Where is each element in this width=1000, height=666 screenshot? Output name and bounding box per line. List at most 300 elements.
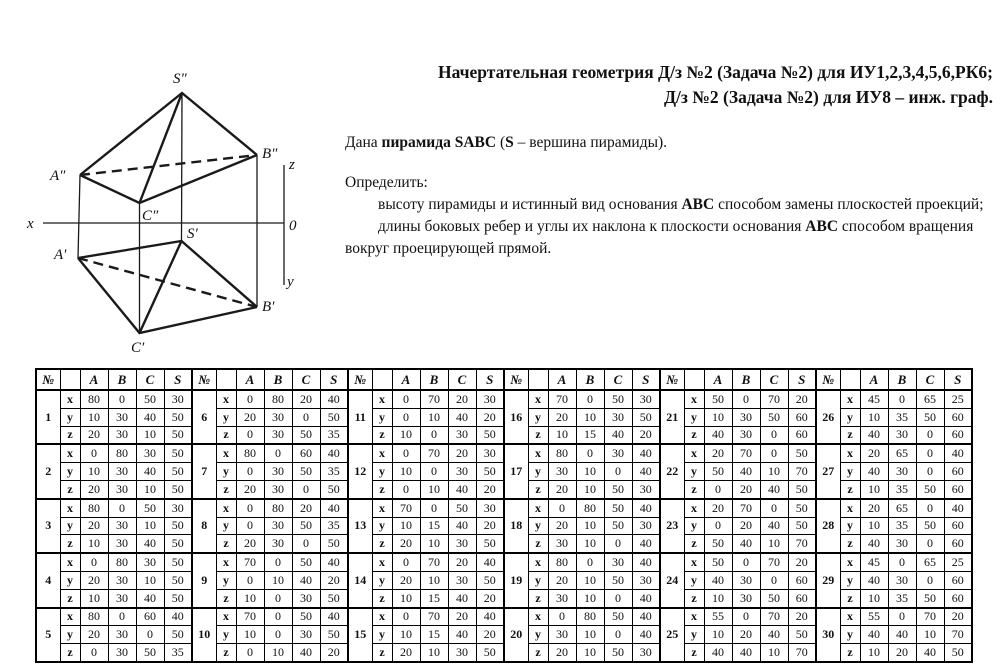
coord-value: 20 <box>732 626 760 644</box>
coord-label: y <box>840 571 860 589</box>
coord-value: 80 <box>108 553 136 571</box>
title-line-1: Начертательная геометрия Д/з №2 (Задача №2) для ИУ1,2,3,4,5,6,РК6; <box>437 62 993 82</box>
coord-label: y <box>216 463 236 481</box>
coord-value: 40 <box>136 589 164 607</box>
coord-value: 0 <box>916 426 944 444</box>
coord-value: 50 <box>604 571 632 589</box>
coord-value: 30 <box>888 571 916 589</box>
coord-label: x <box>840 499 860 517</box>
coord-value: 70 <box>788 535 816 553</box>
text-column <box>345 60 993 260</box>
coord-value: 10 <box>136 571 164 589</box>
coord-value: 40 <box>704 426 732 444</box>
coord-label: y <box>372 517 392 535</box>
problem-number: 20 <box>504 608 528 662</box>
coord-value: 80 <box>576 608 604 626</box>
variants-table <box>35 368 973 663</box>
coord-value: 40 <box>632 463 660 481</box>
coord-label: y <box>372 463 392 481</box>
tasks-block <box>345 172 993 260</box>
variant-group-table <box>659 368 817 663</box>
coord-value: 30 <box>164 499 192 517</box>
coord-value: 50 <box>604 608 632 626</box>
coord-value: 30 <box>108 408 136 426</box>
coord-value: 50 <box>760 589 788 607</box>
coord-value: 20 <box>292 390 320 408</box>
coord-label: z <box>840 480 860 498</box>
coord-value: 70 <box>732 499 760 517</box>
coord-label: y <box>528 571 548 589</box>
coord-value: 0 <box>916 571 944 589</box>
coord-value: 0 <box>236 644 264 662</box>
coord-value: 60 <box>944 426 972 444</box>
coord-label: y <box>372 626 392 644</box>
coord-label: y <box>60 408 80 426</box>
problem-number: 17 <box>504 444 528 498</box>
coord-value: 80 <box>548 553 576 571</box>
coord-value: 40 <box>632 626 660 644</box>
intro-bold-s: S <box>505 134 514 151</box>
coord-label: x <box>216 390 236 408</box>
coord-value: 10 <box>80 408 108 426</box>
coord-label: z <box>216 644 236 662</box>
coord-value: 35 <box>888 589 916 607</box>
coord-label: z <box>528 426 548 444</box>
coord-label: x <box>372 499 392 517</box>
coord-value: 50 <box>788 626 816 644</box>
coord-value: 10 <box>576 480 604 498</box>
coord-label: x <box>528 608 548 626</box>
coord-value: 30 <box>448 463 476 481</box>
coord-value: 50 <box>320 480 348 498</box>
coord-value: 10 <box>760 535 788 553</box>
coord-value: 50 <box>292 517 320 535</box>
coord-value: 40 <box>860 463 888 481</box>
coord-value: 20 <box>704 499 732 517</box>
coord-value: 0 <box>392 480 420 498</box>
coord-value: 0 <box>236 426 264 444</box>
col-header: A <box>548 369 576 390</box>
label-c-top: C′ <box>131 340 145 356</box>
coord-value: 20 <box>80 626 108 644</box>
coord-value: 20 <box>732 517 760 535</box>
coord-value: 40 <box>704 571 732 589</box>
coord-label: y <box>840 626 860 644</box>
coord-label: x <box>60 553 80 571</box>
coord-value: 0 <box>604 535 632 553</box>
coord-value: 10 <box>860 408 888 426</box>
coord-value: 40 <box>632 535 660 553</box>
coord-value: 40 <box>860 626 888 644</box>
coord-value: 10 <box>236 589 264 607</box>
coord-label: z <box>60 644 80 662</box>
coord-value: 20 <box>944 608 972 626</box>
coord-value: 65 <box>916 390 944 408</box>
coord-label: z <box>684 644 704 662</box>
coord-value: 40 <box>632 499 660 517</box>
coord-value: 80 <box>548 444 576 462</box>
coord-value: 50 <box>760 408 788 426</box>
label-x-axis: x <box>27 216 34 232</box>
coord-value: 50 <box>164 480 192 498</box>
col-header <box>528 369 548 390</box>
coord-label: x <box>60 499 80 517</box>
coord-label: z <box>528 644 548 662</box>
coord-value: 30 <box>476 444 504 462</box>
coord-value: 30 <box>548 463 576 481</box>
coord-value: 20 <box>320 644 348 662</box>
coord-value: 30 <box>448 535 476 553</box>
coord-value: 0 <box>548 608 576 626</box>
coord-value: 0 <box>916 444 944 462</box>
coord-label: x <box>60 444 80 462</box>
coord-value: 0 <box>888 390 916 408</box>
coord-value: 0 <box>236 571 264 589</box>
col-header <box>372 369 392 390</box>
coord-value: 40 <box>860 535 888 553</box>
problem-number: 12 <box>348 444 372 498</box>
coord-value: 0 <box>108 390 136 408</box>
coord-value: 50 <box>632 408 660 426</box>
coord-value: 40 <box>164 608 192 626</box>
label-c-front: C″ <box>142 208 159 224</box>
coord-value: 0 <box>760 499 788 517</box>
coord-value: 50 <box>476 644 504 662</box>
coord-value: 10 <box>576 408 604 426</box>
coord-value: 0 <box>236 463 264 481</box>
coord-value: 30 <box>632 480 660 498</box>
coord-label: x <box>528 553 548 571</box>
coord-value: 70 <box>236 553 264 571</box>
coord-value: 20 <box>888 644 916 662</box>
col-header: C <box>916 369 944 390</box>
coord-value: 20 <box>548 644 576 662</box>
front-view-edges <box>80 93 257 203</box>
coord-value: 30 <box>164 390 192 408</box>
coord-value: 0 <box>264 444 292 462</box>
coord-value: 0 <box>264 608 292 626</box>
problem-number: 29 <box>816 553 840 607</box>
coord-value: 30 <box>632 644 660 662</box>
coord-value: 30 <box>292 626 320 644</box>
problem-number: 25 <box>660 608 684 662</box>
coord-label: x <box>684 499 704 517</box>
coord-value: 20 <box>80 571 108 589</box>
coord-value: 20 <box>236 535 264 553</box>
coord-label: y <box>528 626 548 644</box>
coord-value: 10 <box>576 589 604 607</box>
coord-value: 0 <box>264 626 292 644</box>
coord-value: 40 <box>448 408 476 426</box>
coord-label: y <box>528 463 548 481</box>
coord-label: y <box>216 408 236 426</box>
coord-value: 40 <box>860 571 888 589</box>
coord-value: 0 <box>264 589 292 607</box>
coord-value: 20 <box>448 608 476 626</box>
task-text: способом вращения вокруг проецирующей прямой. <box>345 218 974 257</box>
coord-value: 20 <box>732 480 760 498</box>
col-header: B <box>420 369 448 390</box>
coord-value: 35 <box>888 517 916 535</box>
coord-label: z <box>216 426 236 444</box>
coord-label: z <box>372 589 392 607</box>
coord-value: 50 <box>164 463 192 481</box>
coord-value: 30 <box>108 644 136 662</box>
coord-value: 35 <box>888 480 916 498</box>
label-s-front: S″ <box>173 71 187 87</box>
coord-value: 50 <box>164 535 192 553</box>
col-header: S <box>788 369 816 390</box>
coord-value: 10 <box>392 517 420 535</box>
coord-value: 20 <box>392 644 420 662</box>
label-a-top: A′ <box>54 247 67 263</box>
coord-value: 20 <box>548 517 576 535</box>
coord-value: 20 <box>548 571 576 589</box>
coord-value: 20 <box>632 426 660 444</box>
coord-value: 50 <box>164 426 192 444</box>
coord-value: 0 <box>576 553 604 571</box>
coord-value: 10 <box>236 626 264 644</box>
coord-label: x <box>528 390 548 408</box>
col-header: C <box>604 369 632 390</box>
title-line-2: Д/з №2 (Задача №2) для ИУ8 – инж. граф. <box>663 87 993 107</box>
coord-value: 50 <box>604 517 632 535</box>
coord-value: 50 <box>476 571 504 589</box>
coord-value: 40 <box>136 463 164 481</box>
label-y-axis: y <box>287 274 294 290</box>
coord-value: 65 <box>888 499 916 517</box>
coord-value: 70 <box>420 390 448 408</box>
coord-label: y <box>684 517 704 535</box>
coord-value: 50 <box>476 535 504 553</box>
coord-value: 70 <box>420 608 448 626</box>
coord-label: y <box>684 463 704 481</box>
coord-value: 40 <box>320 390 348 408</box>
coord-value: 70 <box>944 626 972 644</box>
coord-value: 10 <box>392 626 420 644</box>
coord-label: y <box>528 517 548 535</box>
coord-value: 50 <box>476 426 504 444</box>
coord-value: 10 <box>860 589 888 607</box>
coord-value: 30 <box>448 644 476 662</box>
coord-label: x <box>60 390 80 408</box>
col-header: C <box>448 369 476 390</box>
col-header: A <box>704 369 732 390</box>
coord-label: x <box>840 553 860 571</box>
coord-value: 40 <box>476 553 504 571</box>
coord-label: x <box>372 553 392 571</box>
coord-value: 15 <box>420 589 448 607</box>
intro-bold-pyramid: пирамида SABC <box>381 134 497 151</box>
coord-value: 0 <box>108 499 136 517</box>
problem-number: 5 <box>36 608 60 662</box>
coord-label: x <box>60 608 80 626</box>
coord-value: 70 <box>236 608 264 626</box>
coord-value: 30 <box>888 535 916 553</box>
coord-value: 20 <box>860 444 888 462</box>
pyramid-projection-drawing <box>0 0 320 370</box>
coord-value: 40 <box>448 517 476 535</box>
coord-value: 10 <box>80 589 108 607</box>
coord-value: 50 <box>164 408 192 426</box>
coord-value: 80 <box>80 499 108 517</box>
coord-value: 50 <box>292 553 320 571</box>
coord-value: 80 <box>80 390 108 408</box>
coord-value: 20 <box>548 480 576 498</box>
coord-value: 40 <box>860 426 888 444</box>
coord-value: 20 <box>788 608 816 626</box>
coord-value: 0 <box>576 390 604 408</box>
coord-value: 30 <box>108 571 136 589</box>
coord-value: 50 <box>320 626 348 644</box>
coord-value: 35 <box>320 517 348 535</box>
coord-label: y <box>60 571 80 589</box>
problem-number: 18 <box>504 499 528 553</box>
col-header: S <box>320 369 348 390</box>
coord-value: 0 <box>760 571 788 589</box>
col-header: B <box>108 369 136 390</box>
coord-value: 40 <box>448 589 476 607</box>
coord-label: z <box>216 480 236 498</box>
coord-value: 20 <box>476 480 504 498</box>
coord-value: 50 <box>164 444 192 462</box>
coord-label: y <box>60 517 80 535</box>
coord-value: 35 <box>320 463 348 481</box>
coord-value: 20 <box>476 517 504 535</box>
intro-paragraph <box>345 134 993 152</box>
coord-label: z <box>60 426 80 444</box>
coord-value: 50 <box>704 553 732 571</box>
coord-value: 0 <box>136 626 164 644</box>
problem-number: 3 <box>36 499 60 553</box>
label-b-front: B″ <box>262 146 278 162</box>
col-header: A <box>860 369 888 390</box>
coord-value: 80 <box>576 499 604 517</box>
col-header <box>216 369 236 390</box>
problem-number: 9 <box>192 553 216 607</box>
coord-value: 10 <box>860 517 888 535</box>
coord-label: x <box>684 608 704 626</box>
col-header <box>60 369 80 390</box>
coord-value: 50 <box>704 535 732 553</box>
coord-value: 0 <box>420 426 448 444</box>
coord-value: 10 <box>704 589 732 607</box>
problem-number: 2 <box>36 444 60 498</box>
problem-number: 11 <box>348 390 372 444</box>
coord-value: 10 <box>420 408 448 426</box>
coord-value: 20 <box>392 571 420 589</box>
coord-label: z <box>840 589 860 607</box>
coord-label: x <box>840 608 860 626</box>
coord-value: 40 <box>448 626 476 644</box>
coord-value: 20 <box>320 571 348 589</box>
coord-value: 50 <box>916 589 944 607</box>
coord-label: z <box>60 535 80 553</box>
coord-value: 0 <box>108 608 136 626</box>
coord-value: 0 <box>236 499 264 517</box>
coord-label: z <box>684 589 704 607</box>
task-text: способом замены плоскостей проекций; <box>714 196 984 213</box>
coord-value: 30 <box>264 426 292 444</box>
coord-value: 50 <box>164 517 192 535</box>
label-s-top: S′ <box>187 226 198 242</box>
coord-value: 10 <box>80 463 108 481</box>
coord-label: z <box>684 480 704 498</box>
coord-value: 30 <box>476 499 504 517</box>
coord-value: 30 <box>108 535 136 553</box>
coord-value: 50 <box>320 589 348 607</box>
coord-value: 15 <box>420 517 448 535</box>
coord-value: 40 <box>320 444 348 462</box>
coord-value: 20 <box>476 589 504 607</box>
coord-label: z <box>684 535 704 553</box>
coord-value: 10 <box>548 426 576 444</box>
coord-label: x <box>840 390 860 408</box>
coord-value: 35 <box>164 644 192 662</box>
coord-value: 80 <box>108 444 136 462</box>
coord-value: 70 <box>760 608 788 626</box>
coord-label: x <box>684 444 704 462</box>
coord-value: 70 <box>420 553 448 571</box>
intro-text: ( <box>496 134 506 151</box>
coord-value: 0 <box>392 408 420 426</box>
coord-value: 40 <box>320 608 348 626</box>
variant-group-table <box>503 368 661 663</box>
coord-value: 40 <box>732 644 760 662</box>
coord-value: 30 <box>632 517 660 535</box>
coord-value: 10 <box>420 571 448 589</box>
coord-value: 0 <box>604 463 632 481</box>
coord-value: 40 <box>292 644 320 662</box>
coord-value: 50 <box>704 463 732 481</box>
col-header: B <box>264 369 292 390</box>
problem-number: 23 <box>660 499 684 553</box>
coord-value: 70 <box>788 463 816 481</box>
coord-value: 10 <box>264 644 292 662</box>
col-header: C <box>292 369 320 390</box>
coord-value: 0 <box>80 553 108 571</box>
variant-group-table <box>191 368 349 663</box>
problem-number: 10 <box>192 608 216 662</box>
coord-label: z <box>684 426 704 444</box>
coord-label: y <box>60 626 80 644</box>
coord-value: 30 <box>548 535 576 553</box>
coord-value: 40 <box>704 644 732 662</box>
coord-value: 35 <box>320 426 348 444</box>
coord-value: 30 <box>888 463 916 481</box>
coord-value: 0 <box>80 644 108 662</box>
coord-value: 30 <box>632 571 660 589</box>
coord-value: 0 <box>916 499 944 517</box>
coord-label: y <box>216 517 236 535</box>
coord-value: 65 <box>888 444 916 462</box>
problem-number: 15 <box>348 608 372 662</box>
coord-value: 10 <box>760 644 788 662</box>
coord-label: y <box>840 517 860 535</box>
label-origin: 0 <box>289 218 297 234</box>
problem-number: 28 <box>816 499 840 553</box>
coord-value: 40 <box>448 480 476 498</box>
coord-value: 30 <box>604 553 632 571</box>
coord-value: 50 <box>604 480 632 498</box>
coord-value: 0 <box>604 626 632 644</box>
coord-value: 30 <box>448 426 476 444</box>
coord-value: 10 <box>392 589 420 607</box>
coord-value: 40 <box>760 626 788 644</box>
coord-value: 20 <box>476 626 504 644</box>
coord-value: 0 <box>548 499 576 517</box>
coord-value: 10 <box>576 644 604 662</box>
